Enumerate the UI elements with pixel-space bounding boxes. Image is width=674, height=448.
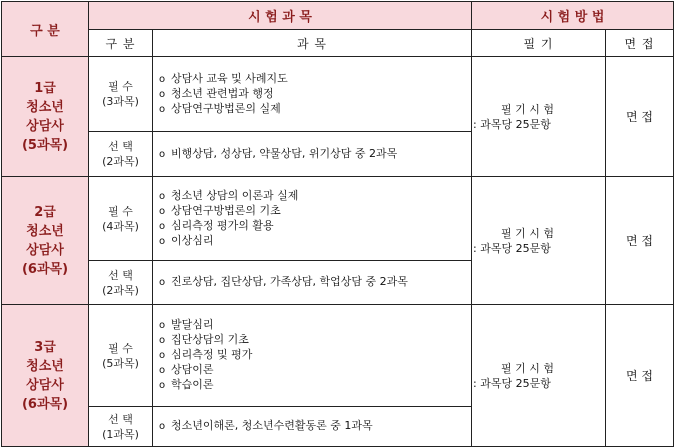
- list-item: [159, 234, 471, 249]
- grade-title-line: 상담사: [26, 242, 64, 258]
- bullet-icon: o: [159, 365, 166, 376]
- grade-title-line: (6과목): [21, 261, 69, 277]
- subject-text: 상담연구방법론의 기초: [171, 203, 281, 217]
- grade-3-interview: 면 접: [606, 305, 674, 447]
- grade-3-elective-subjects: [153, 407, 472, 447]
- subject-text: 비행상담, 성상담, 약물상담, 위기상담 중 2과목: [171, 146, 398, 160]
- grade-3-required-kind: [89, 305, 153, 407]
- required-count: (3과목): [102, 95, 139, 108]
- grade-1-required-kind: [89, 57, 153, 132]
- grade-title-line: 청소년: [26, 358, 64, 374]
- grade-title-line: 청소년: [26, 99, 64, 115]
- grade-2-required-subjects: [153, 177, 472, 261]
- subject-text: 발달심리: [171, 318, 214, 331]
- required-count: (4과목): [102, 219, 139, 233]
- grade-2-interview: 면 접: [606, 177, 674, 305]
- grade-3-required-subjects: [153, 305, 472, 407]
- header-sub-subject: 과 목: [153, 30, 472, 57]
- method-line2: : 과목당 25문항: [473, 241, 551, 255]
- subject-text: 상담연구방법론의 실제: [171, 101, 281, 115]
- method-line1: 필 기 시 험: [501, 361, 554, 375]
- bullet-icon: o: [159, 380, 166, 391]
- bullet-icon: o: [159, 205, 166, 217]
- list-item: [159, 102, 471, 117]
- grade-title-line: 3급: [34, 339, 56, 355]
- elective-label: 선 택: [108, 268, 133, 282]
- list-item: [159, 219, 471, 234]
- list-item: [159, 275, 471, 290]
- subject-text: 청소년이해론, 청소년수련활동론 중 1과목: [171, 419, 373, 432]
- subject-text: 이상심리: [171, 233, 214, 247]
- list-item: [159, 204, 471, 219]
- subject-text: 진로상담, 집단상담, 가족상담, 학업상담 중 2과목: [171, 275, 408, 288]
- bullet-icon: o: [159, 235, 166, 247]
- grade-1-written-method: [472, 57, 606, 177]
- bullet-icon: o: [159, 277, 166, 288]
- list-item: [159, 378, 471, 393]
- required-label: 필 수: [108, 341, 133, 355]
- list-item: [159, 87, 471, 102]
- grade-1-elective-subjects: [153, 132, 472, 177]
- grade-1-elective-kind: [89, 132, 153, 177]
- header-exam-method: 시 험 방 법: [472, 2, 674, 30]
- list-item: [159, 419, 471, 434]
- elective-count: (2과목): [102, 155, 139, 168]
- method-line1: 필 기 시 험: [501, 102, 554, 116]
- bullet-icon: o: [159, 320, 166, 331]
- bullet-icon: o: [159, 88, 166, 100]
- grade-title-line: 2급: [34, 204, 56, 220]
- grade-title-line: (6과목): [21, 396, 69, 412]
- grade-title-line: (5과목): [21, 137, 69, 153]
- grade-2-elective-subjects: [153, 261, 472, 305]
- elective-label: 선 택: [108, 140, 133, 153]
- header-sub-gubun: 구 분: [89, 30, 153, 57]
- subject-text: 집단상담의 기초: [171, 333, 249, 346]
- grade-2-written-method: [472, 177, 606, 305]
- grade-1-title: [2, 57, 89, 177]
- subject-text: 상담이론: [171, 363, 214, 376]
- header-written: 필 기: [472, 30, 606, 57]
- grade-title-line: 1급: [34, 80, 56, 96]
- bullet-icon: o: [159, 335, 166, 346]
- list-item: [159, 318, 471, 333]
- subject-text: 심리측정 및 평가: [171, 348, 253, 361]
- subject-text: 심리측정 평가의 활용: [171, 218, 274, 232]
- list-item: [159, 333, 471, 348]
- bullet-icon: o: [159, 220, 166, 232]
- grade-title-line: 청소년: [26, 223, 64, 239]
- bullet-icon: o: [159, 421, 166, 432]
- grade-title-line: 상담사: [26, 118, 64, 134]
- bullet-icon: o: [159, 350, 166, 361]
- required-label: 필 수: [108, 80, 133, 93]
- bullet-icon: o: [159, 103, 166, 115]
- elective-count: (1과목): [102, 427, 139, 441]
- bullet-icon: o: [159, 148, 166, 160]
- subject-text: 학습이론: [171, 378, 214, 391]
- header-exam-subjects: 시 험 과 목: [89, 2, 472, 30]
- list-item: [159, 72, 471, 87]
- bullet-icon: o: [159, 73, 166, 85]
- exam-table: [1, 1, 674, 447]
- grade-3-written-method: [472, 305, 606, 447]
- grade-1-interview: 면 접: [606, 57, 674, 177]
- subject-text: 청소년 상담의 이론과 실제: [171, 188, 299, 202]
- grade-3-title: [2, 305, 89, 447]
- method-line1: 필 기 시 험: [501, 226, 554, 240]
- method-line2: : 과목당 25문항: [473, 376, 551, 390]
- list-item: [159, 189, 471, 204]
- subject-text: 상담사 교육 및 사례지도: [171, 71, 288, 85]
- list-item: [159, 363, 471, 378]
- grade-2-elective-kind: [89, 261, 153, 305]
- elective-label: 선 택: [108, 412, 133, 426]
- method-line2: : 과목당 25문항: [473, 117, 551, 131]
- header-interview: 면 접: [606, 30, 674, 57]
- grade-3-elective-kind: [89, 407, 153, 447]
- elective-count: (2과목): [102, 283, 139, 297]
- grade-2-required-kind: [89, 177, 153, 261]
- grade-title-line: 상담사: [26, 377, 64, 393]
- grade-2-title: [2, 177, 89, 305]
- header-gubun: 구 분: [2, 2, 89, 57]
- subject-text: 청소년 관련법과 행정: [171, 86, 274, 100]
- required-label: 필 수: [108, 204, 133, 218]
- list-item: [159, 348, 471, 363]
- grade-1-required-subjects: [153, 57, 472, 132]
- required-count: (5과목): [102, 356, 139, 370]
- bullet-icon: o: [159, 190, 166, 202]
- list-item: [159, 147, 471, 162]
